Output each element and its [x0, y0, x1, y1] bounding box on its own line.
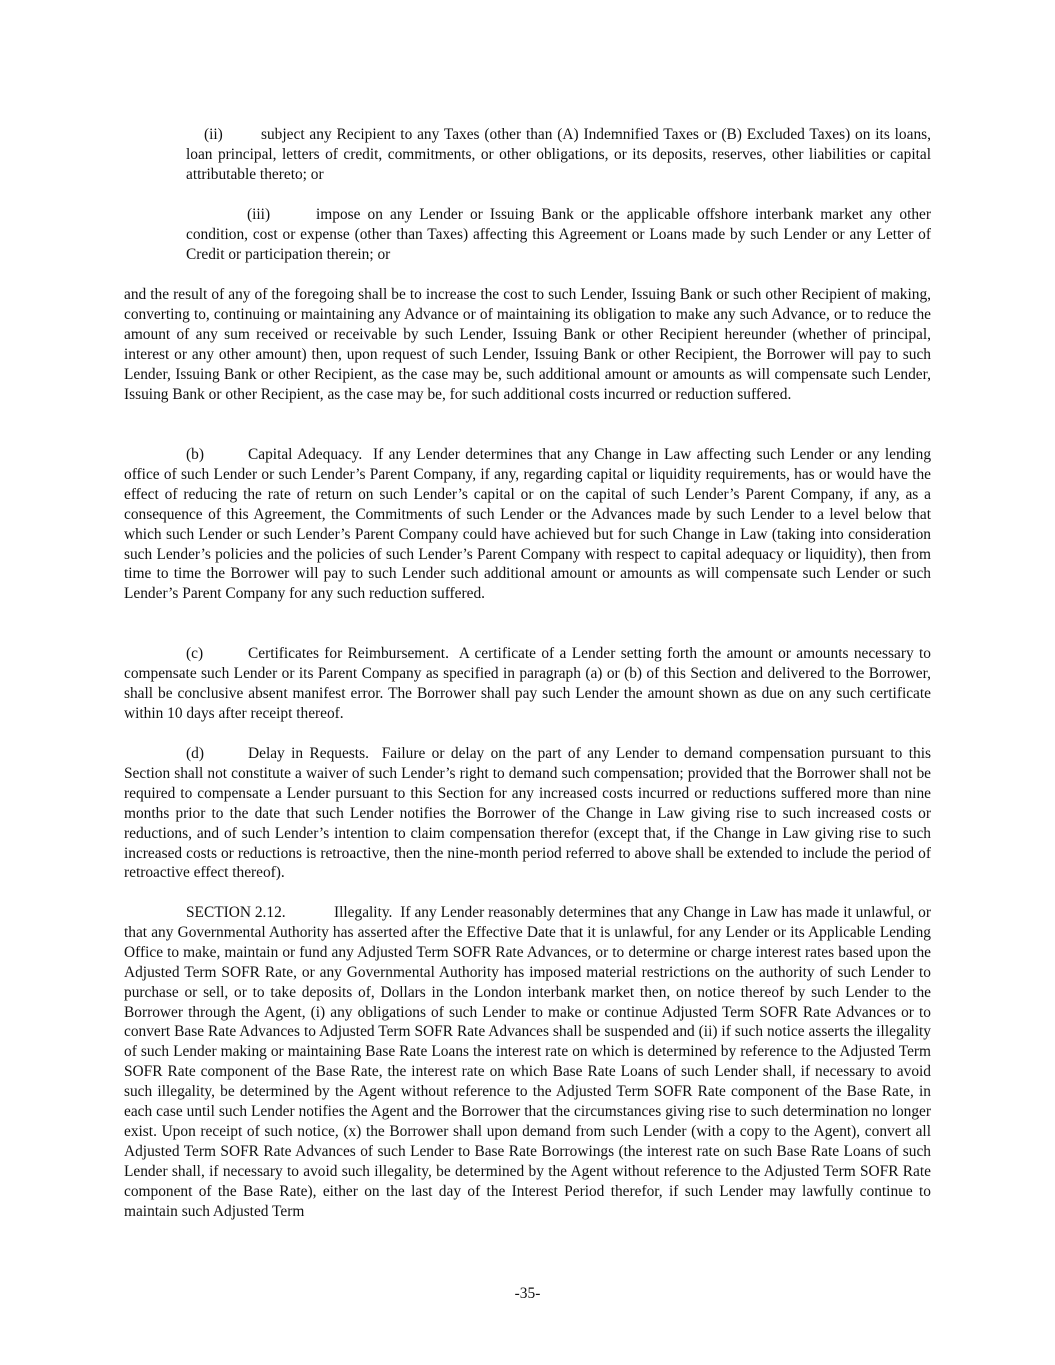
section-c-text: A certificate of a Lender setting forth the amount or amounts necessary to compensate such Lender or its Parent Company as specified in paragraph (a) or (b) of this Section and delivered to the Borrower, shall be conclusive absent manifest error. The Borrower shall pay such Lender the amount shown as due on any such certificate within 10 days after receipt thereof.: [124, 645, 931, 722]
clause-ii-marker: (ii): [204, 126, 223, 143]
page-number: -35-: [514, 1285, 541, 1302]
section-b-text: If any Lender determines that any Change in Law affecting such Lender or any lending office of such Lender or such Lender’s Parent Company, if any, regarding capital or liquidity requirements, has or would have the effect of reducing the rate of return on such Lender’s capital or on the capital of such Lender’s Parent Company, if any, as a consequence of this Agreement, the Commitments of such Lender or the Advances made by such Lender to a level below that which such Lender or such Lender’s Parent Company could have achieved but for such Change in Law (taking into consideration such Lender’s policies and the policies of such Lender’s Parent Company with respect to capital adequacy or liquidity), then from time to time the Borrower will pay to such Lender such additional amount or amounts as will compensate such Lender or such Lender’s Parent Company for any such reduction suffered.: [124, 446, 932, 603]
clause-iii-text: impose on any Lender or Issuing Bank or the applicable offshore interbank market any other condition, cost or expense (other than Taxes) affecting this Agreement or Loans made by such Lender or any Letter of Credit or participation therein; or: [186, 206, 931, 263]
section-2-12-heading: Illegality.: [334, 904, 393, 921]
section-c-heading: Certificates for Reimbursement.: [248, 645, 449, 662]
clause-ii-text: subject any Recipient to any Taxes (other than (A) Indemnified Taxes or (B) Excluded Taxes) on its loans, loan principal, letters of credit, commitments, or other obligations, or its deposits, reserves, other liabilities or capital attributable thereto; or: [186, 126, 931, 183]
clause-ii: [186, 125, 931, 185]
result-paragraph: and the result of any of the foregoing shall be to increase the cost to such Lender, Issuing Bank or such other Recipient of making, converting to, continuing or maintaining any Advance or of maintaining its obligation to make any such Advance, or to reduce the amount of any sum received or receivable by such Lender, Issuing Bank or other Recipient hereunder (whether of principal, interest or any other amount) then, upon request of such Lender, Issuing Bank or other Recipient, the Borrower will pay to such Lender, Issuing Bank or other Recipient, as the case may be, such additional amount or amounts as will compensate such Lender, Issuing Bank or other Recipient, as the case may be, for such additional costs incurred or reduction suffered.: [124, 286, 931, 403]
section-2-12-marker: SECTION 2.12.: [186, 904, 286, 921]
section-2-12-paragraph: [124, 903, 931, 1222]
section-c-paragraph: [124, 644, 931, 724]
section-d-text: Failure or delay on the part of any Lender to demand compensation pursuant to this Section shall not constitute a waiver of such Lender’s right to demand such compensation; provided that the Borrower shall not be required to compensate a Lender pursuant to this Section for any increased costs incurred or reductions suffered more than nine months prior to the date that such Lender notifies the Borrower of the Change in Law giving rise to such increased costs or reductions, and of such Lender’s intention to claim compensation therefor (except that, if the Change in Law giving rise to such increased costs or reductions is retroactive, then the nine-month period referred to above shall be extended to include the period of retroactive effect thereof).: [124, 745, 931, 882]
section-b-marker: (b): [186, 446, 204, 463]
section-d-heading: Delay in Requests.: [248, 745, 369, 762]
section-d-paragraph: [124, 744, 931, 883]
section-c-marker: (c): [186, 645, 204, 662]
section-d-marker: (d): [186, 745, 204, 762]
section-b-heading: Capital Adequacy.: [248, 446, 363, 463]
clause-iii: [186, 205, 931, 265]
section-2-12-text: If any Lender reasonably determines that any Change in Law has made it unlawful, or that any Governmental Authority has asserted after the Effective Date that it is unlawful, for any Lender or its Applicable Lending Office to make, maintain or fund any Adjusted Term SOFR Rate Advances, or to determine or charge interest rates based upon the Adjusted Term SOFR Rate, or any Governmental Authority has imposed material restrictions on the authority of such Lender to purchase or sell, or to take deposits of, Dollars in the London interbank market then, on notice thereof by such Lender to the Borrower through the Agent, (i) any obligations of such Lender to make or continue Adjusted Term SOFR Rate Advances or to convert Base Rate Advances to Adjusted Term SOFR Rate Advances shall be suspended and (ii) if such notice asserts the illegality of such Lender making or maintaining Base Rate Loans the interest rate on which is determined by reference to the Adjusted Term SOFR Rate component of the Base Rate, the interest rate on which Base Rate Loans of such Lender shall, if necessary to avoid such illegality, be determined by the Agent without reference to the Adjusted Term SOFR Rate component of the Base Rate, in each case until such Lender notifies the Agent and the Borrower that the circumstances giving rise to such determination no longer exist. Upon receipt of such notice, (x) the Borrower shall upon demand from such Lender (with a copy to the Agent), convert all Adjusted Term SOFR Rate Advances of such Lender to Base Rate Borrowings (the interest rate on such Base Rate Loans of such Lender shall, if necessary to avoid such illegality, be determined by the Agent without reference to the Adjusted Term SOFR Rate component of the Base Rate), either on the last day of the Interest Period therefor, if such Lender may lawfully continue to maintain such Adjusted Term: [124, 904, 931, 1220]
section-b-paragraph: [124, 445, 931, 604]
clause-iii-marker: (iii): [247, 206, 271, 223]
